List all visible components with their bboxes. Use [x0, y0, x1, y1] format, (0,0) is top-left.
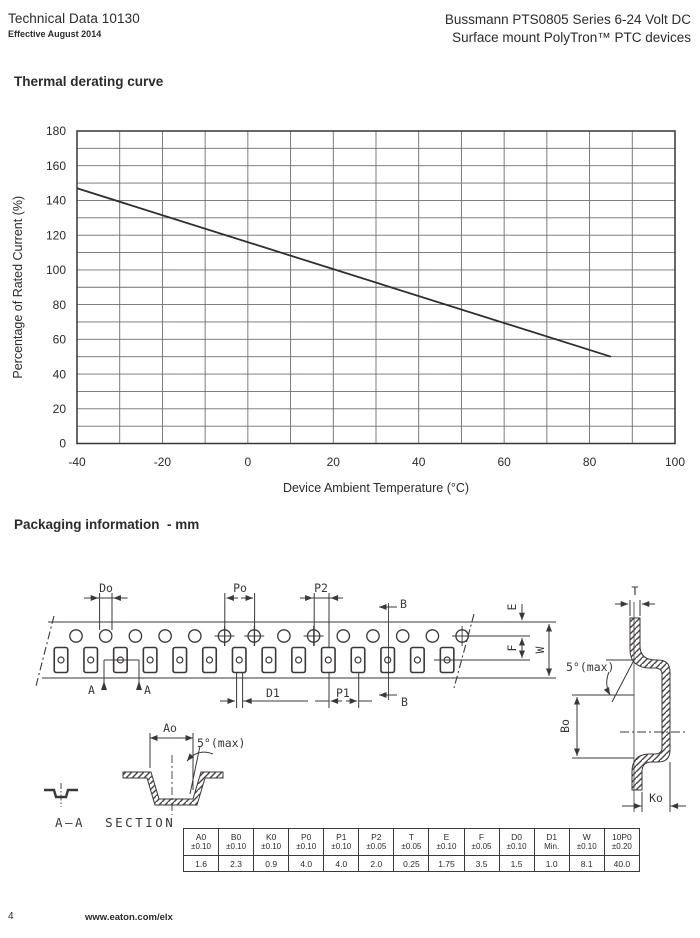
- x-tick-label: 80: [582, 455, 597, 469]
- section-a-arrows: [101, 681, 142, 690]
- pocket-center-hole: [88, 657, 94, 663]
- dim-label-ao: Ao: [163, 721, 177, 735]
- table-value-A0: 1.6: [184, 856, 219, 872]
- table-value-B0: 2.3: [219, 856, 254, 872]
- table-value-E: 1.75: [429, 856, 464, 872]
- x-tick-label: 20: [326, 455, 340, 469]
- pocket-center-hole: [296, 657, 302, 663]
- header-left: [8, 11, 140, 39]
- dim-label-d1: D1: [266, 686, 280, 700]
- table-header-W: W ±0.10: [569, 829, 604, 856]
- pocket-center-hole: [414, 657, 420, 663]
- dim-label-w: W: [533, 646, 547, 654]
- header-right: [445, 11, 691, 47]
- dim-label-t: T: [631, 584, 639, 598]
- table-header-P0: P0 ±0.10: [289, 829, 324, 856]
- dim-label-ko: Ko: [649, 791, 663, 805]
- dim-label-b-top: B: [400, 597, 407, 611]
- document-effective-date: Effective August 2014: [8, 29, 102, 39]
- table-value-10P0: 40.0: [604, 856, 639, 872]
- component-pocket: [351, 648, 365, 673]
- dim-label-p2: P2: [314, 581, 328, 595]
- table-value-W: 8.1: [569, 856, 604, 872]
- table-header-D0: D0 ±0.10: [499, 829, 534, 856]
- y-tick-label: 180: [45, 124, 66, 139]
- pocket-center-hole: [325, 657, 331, 663]
- dimension-lines: [84, 593, 549, 708]
- pocket-center-hole: [58, 657, 64, 663]
- component-pocket: [143, 648, 157, 673]
- y-tick-label: 0: [59, 436, 66, 451]
- y-tick-label: 80: [52, 297, 66, 312]
- dim-label-b-bottom: B: [401, 695, 408, 709]
- tape-cross-section-profile: [630, 618, 670, 790]
- y-tick-label: 40: [52, 367, 66, 382]
- table-header-P1: P1 ±0.10: [324, 829, 359, 856]
- x-tick-label: -20: [153, 455, 172, 469]
- pocket-center-hole: [147, 657, 153, 663]
- packaging-table-header-row: [184, 829, 640, 856]
- table-header-A0: A0 ±0.10: [184, 829, 219, 856]
- y-tick-label: 60: [52, 332, 66, 347]
- table-header-T: T ±0.05: [394, 829, 429, 856]
- table-value-P0: 4.0: [289, 856, 324, 872]
- table-header-K0: K0 ±0.10: [254, 829, 289, 856]
- component-pocket: [292, 648, 306, 673]
- component-pocket: [203, 648, 217, 673]
- table-value-P1: 4.0: [324, 856, 359, 872]
- pocket-center-hole: [355, 657, 361, 663]
- y-tick-label: 100: [45, 263, 66, 278]
- dim-label-f: F: [505, 644, 519, 652]
- sprocket-hole: [367, 630, 379, 642]
- pocket-center-hole: [266, 657, 272, 663]
- section-title-thermal-derating: Thermal derating curve: [14, 74, 164, 89]
- dim-label-a-left: A: [88, 683, 95, 697]
- y-axis-title: Percentage of Rated Current (%): [11, 195, 25, 379]
- table-value-K0: 0.9: [254, 856, 289, 872]
- x-tick-label: 0: [244, 455, 252, 469]
- table-header-E: E ±0.10: [429, 829, 464, 856]
- tape-pockets-and-holes: [54, 626, 472, 673]
- x-tick-label: -40: [68, 455, 86, 469]
- table-value-D1: 1.0: [534, 856, 569, 872]
- pocket-center-hole: [385, 657, 391, 663]
- component-pocket: [84, 648, 98, 673]
- sprocket-hole-crosshair: [304, 626, 324, 646]
- dim-label-do: Do: [99, 581, 113, 595]
- table-header-B0: B0 ±0.10: [219, 829, 254, 856]
- y-tick-label: 140: [45, 193, 66, 208]
- pocket-center-hole: [236, 657, 242, 663]
- component-pocket: [262, 648, 276, 673]
- dim-label-po: Po: [233, 581, 247, 595]
- derating-line: [77, 188, 611, 356]
- dim-label-p1: P1: [336, 686, 350, 700]
- pocket-center-hole: [207, 657, 213, 663]
- section-view-title: A–A SECTION: [55, 815, 176, 830]
- sprocket-hole: [159, 630, 171, 642]
- table-header-P2: P2 ±0.05: [359, 829, 394, 856]
- sprocket-hole: [129, 630, 141, 642]
- pocket-center-hole: [177, 657, 183, 663]
- x-tick-label: 60: [497, 455, 511, 469]
- footer-url: www.eaton.com/elx: [85, 912, 173, 923]
- component-pocket: [411, 648, 425, 673]
- table-value-D0: 1.5: [499, 856, 534, 872]
- packaging-table-value-row: [184, 856, 640, 872]
- thermal-derating-chart: [0, 108, 700, 508]
- component-pocket: [173, 648, 187, 673]
- table-value-T: 0.25: [394, 856, 429, 872]
- section-line-a: [104, 660, 139, 689]
- dim-label-bo: Bo: [558, 719, 572, 733]
- table-header-D1: D1 Min.: [534, 829, 569, 856]
- component-pocket: [322, 648, 336, 673]
- dim-label-e: E: [505, 603, 519, 611]
- product-series-subtitle: Surface mount PolyTron™ PTC devices: [452, 30, 691, 46]
- pocket-cross-section: [123, 772, 223, 805]
- sprocket-hole: [189, 630, 201, 642]
- component-pocket: [232, 648, 246, 673]
- document-title: Technical Data 10130: [8, 11, 140, 26]
- product-series-title: Bussmann PTS0805 Series 6-24 Volt DC: [444, 12, 691, 27]
- sprocket-hole: [70, 630, 82, 642]
- y-tick-label: 160: [45, 158, 66, 173]
- table-header-F: F ±0.05: [464, 829, 499, 856]
- tape-break-line-right: [454, 614, 474, 688]
- x-axis-title: Device Ambient Temperature (°C): [282, 481, 470, 495]
- packaging-table: [183, 828, 640, 872]
- sprocket-hole: [426, 630, 438, 642]
- dim-label-angle-side: 5°(max): [566, 660, 615, 674]
- component-pocket: [54, 648, 68, 673]
- dim-label-angle-section: 5°(max): [197, 736, 246, 750]
- y-tick-label: 20: [52, 401, 66, 416]
- page-number: 4: [8, 911, 14, 922]
- sprocket-hole: [278, 630, 290, 642]
- sprocket-hole: [397, 630, 409, 642]
- y-tick-label: 120: [45, 228, 66, 243]
- table-value-F: 3.5: [464, 856, 499, 872]
- x-tick-label: 100: [664, 455, 686, 469]
- sprocket-hole: [337, 630, 349, 642]
- sprocket-hole: [100, 630, 112, 642]
- x-tick-label: 40: [412, 455, 426, 469]
- tape-break-line-left: [36, 616, 54, 686]
- section-title-packaging: Packaging information - mm: [14, 517, 200, 532]
- component-pocket: [381, 648, 395, 673]
- side-section-view: [572, 600, 688, 812]
- table-value-P2: 2.0: [359, 856, 394, 872]
- dim-label-a-right: A: [144, 683, 151, 697]
- table-header-10P0: 10P0 ±0.20: [604, 829, 639, 856]
